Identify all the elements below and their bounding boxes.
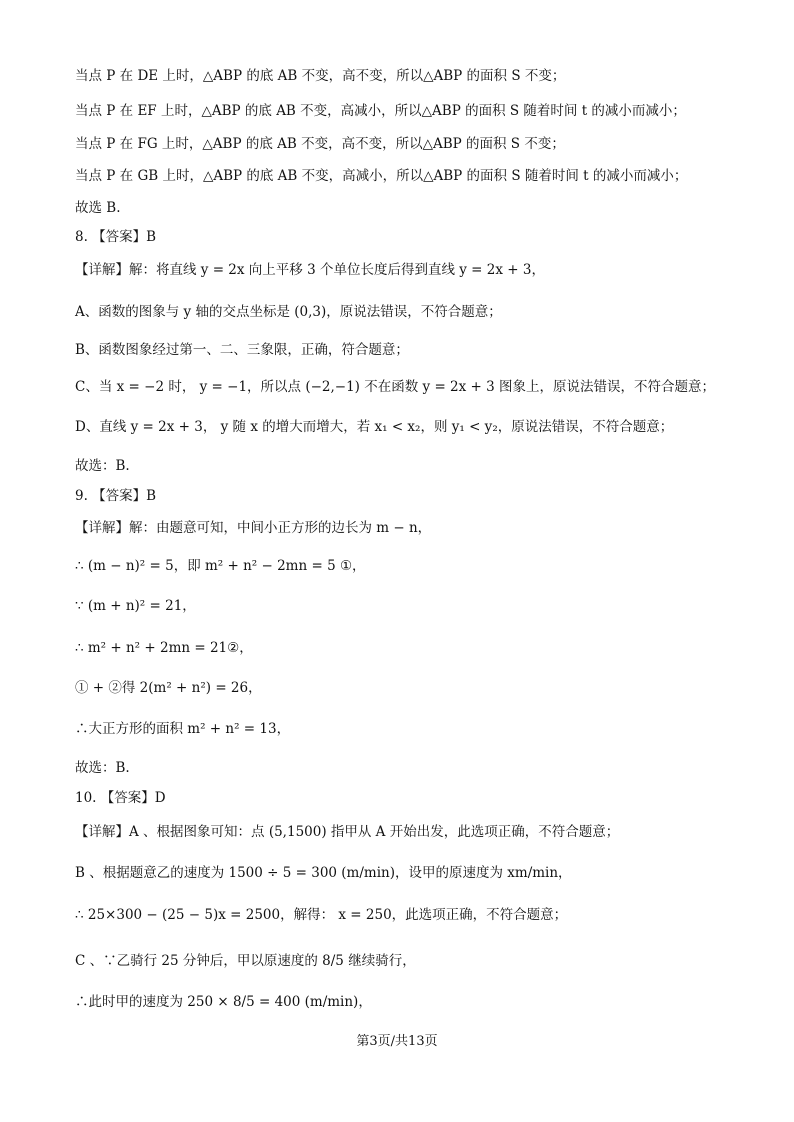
answer-heading-9: 9. 【答案】B: [75, 488, 157, 504]
answer-heading-10: 10. 【答案】D: [75, 790, 166, 806]
text-line-23: B 、根据题意乙的速度为 1500 ÷ 5 = 300 (m/min)，设甲的原速度为 xm/min，: [75, 865, 572, 881]
text-line-1: 当点 P 在 DE 上时，△ABP 的底 AB 不变，高不变，所以△ABP 的面积 S 不变；: [75, 68, 566, 84]
text-line-14: 【详解】解：由题意可知，中间小正方形的边长为 m − n，: [75, 520, 432, 536]
text-line-18: ① + ②得 2(m² + n²) = 26，: [75, 680, 262, 696]
text-line-17: ∴ m² + n² + 2mn = 21②，: [75, 640, 253, 656]
text-line-2: 当点 P 在 EF 上时，△ABP 的底 AB 不变，高减小，所以△ABP 的面积 S 随着时间 t 的减小而减小；: [75, 103, 686, 119]
text-line-3: 当点 P 在 FG 上时，△ABP 的底 AB 不变，高不变，所以△ABP 的面积 S 不变；: [75, 136, 565, 152]
text-line-10: C、当 x = −2 时， y = −1，所以点 (−2,−1) 不在函数 y = 2x + 3 图象上，原说法错误，不符合题意；: [75, 379, 716, 395]
text-line-5: 故选 B.: [75, 200, 121, 216]
text-line-7: 【详解】解：将直线 y = 2x 向上平移 3 个单位长度后得到直线 y = 2x + 3，: [75, 262, 545, 278]
text-line-4: 当点 P 在 GB 上时，△ABP 的底 AB 不变，高减小，所以△ABP 的面积 S 随着时间 t 的减小而减小；: [75, 168, 688, 184]
text-line-11: D、直线 y = 2x + 3， y 随 x 的增大而增大，若 x₁ < x₂，则 y₁ < y₂，原说法错误，不符合题意；: [75, 419, 674, 435]
text-line-9: B、函数图象经过第一、二、三象限，正确，符合题意；: [75, 342, 409, 358]
text-line-12: 故选：B.: [75, 458, 130, 474]
text-line-19: ∴大正方形的面积 m² + n² = 13，: [75, 721, 291, 737]
text-line-25: C 、∵乙骑行 25 分钟后，甲以原速度的 8/5 继续骑行，: [75, 953, 416, 969]
text-line-15: ∴ (m − n)² = 5，即 m² + n² − 2mn = 5 ①，: [75, 558, 366, 574]
text-line-8: A、函数的图象与 y 轴的交点坐标是 (0,3)，原说法错误，不符合题意；: [75, 304, 502, 320]
page-footer: 第3页/共13页: [356, 1034, 438, 1049]
text-line-24: ∴ 25×300 − (25 − 5)x = 2500，解得： x = 250，此选项正确，不符合题意；: [75, 907, 568, 923]
text-line-16: ∵ (m + n)² = 21，: [75, 598, 196, 614]
text-line-20: 故选：B.: [75, 760, 130, 776]
text-line-26: ∴此时甲的速度为 250 × 8/5 = 400 (m/min)，: [75, 994, 372, 1010]
text-line-22: 【详解】A 、根据图象可知：点 (5,1500) 指甲从 A 开始出发，此选项正确，不符合题意；: [75, 824, 620, 840]
answer-heading-8: 8. 【答案】B: [75, 229, 157, 245]
